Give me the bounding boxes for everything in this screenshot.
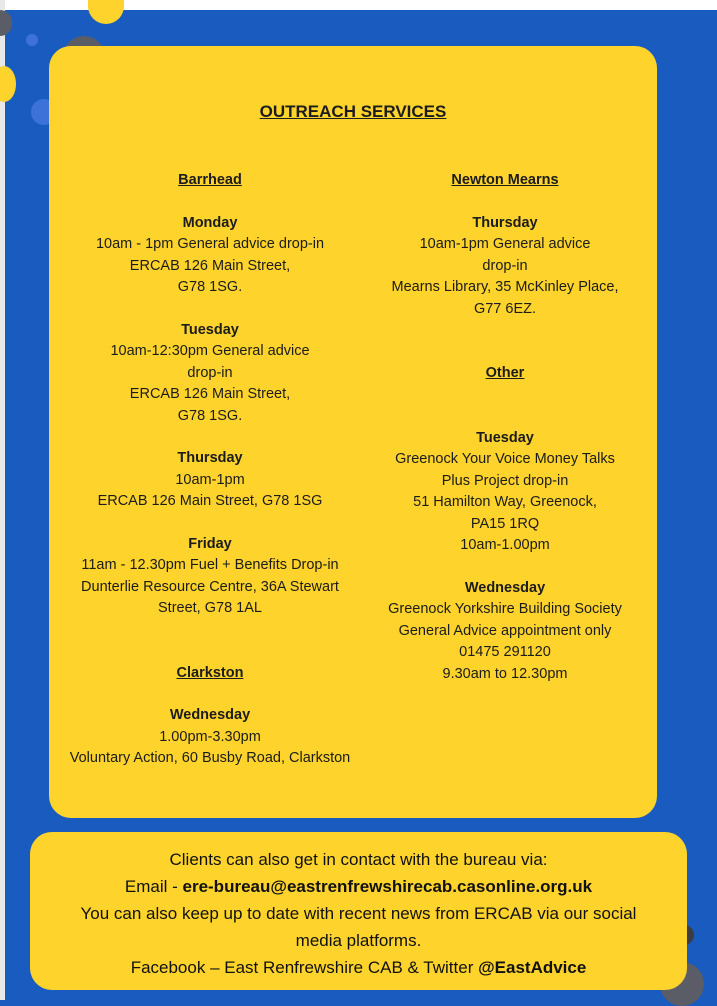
- newton-mearns-thursday-line: drop-in: [482, 257, 528, 274]
- other-tuesday-line: 51 Hamilton Way, Greenock,: [413, 494, 597, 510]
- newton-mearns-thursday-line: G77 6EZ.: [473, 300, 537, 317]
- barrhead-tuesday-line: G78 1SG.: [177, 407, 243, 424]
- location-heading-barrhead: Barrhead: [178, 172, 242, 188]
- newton-mearns-thursday-line: 10am-1pm General advice: [419, 236, 591, 252]
- other-tuesday-line: Greenock Your Voice Money Talks: [395, 451, 615, 467]
- outreach-services-card: [49, 46, 657, 818]
- barrhead-monday-line: G78 1SG.: [177, 279, 243, 295]
- contact-info: [30, 846, 687, 981]
- other-tuesday-line: PA15 1RQ: [470, 515, 540, 532]
- newton-mearns-thursday-line: Mearns Library, 35 McKinley Place,: [391, 279, 619, 295]
- barrhead-tuesday-line: ERCAB 126 Main Street,: [129, 386, 291, 402]
- clarkston-wednesday-line: Voluntary Action, 60 Busby Road, Clarkston: [69, 750, 351, 766]
- other-tuesday-line: Plus Project drop-in: [441, 472, 569, 489]
- email-line: [30, 873, 687, 900]
- barrhead-friday-day: Friday: [188, 535, 232, 552]
- email-address-link[interactable]: ere-bureau@eastrenfrewshirecab.casonline.org.uk: [182, 877, 593, 896]
- barrhead-tuesday-day: Tuesday: [181, 321, 239, 338]
- other-wednesday-day: Wednesday: [464, 579, 546, 596]
- location-heading-clarkston: Clarkston: [176, 664, 244, 681]
- clarkston-wednesday-day: Wednesday: [169, 707, 251, 723]
- barrhead-friday-line: Street, G78 1AL: [158, 600, 262, 616]
- contact-footer-card: [30, 832, 687, 990]
- right-column: [357, 170, 653, 685]
- barrhead-tuesday-line: drop-in: [187, 364, 233, 381]
- other-tuesday-line: 10am-1.00pm: [460, 537, 550, 553]
- other-wednesday-line: 9.30am to 12.30pm: [442, 665, 568, 682]
- barrhead-tuesday-line: 10am-12:30pm General advice: [110, 343, 310, 359]
- social-intro: You can also keep up to date with recent news from ERCAB via our social: [80, 904, 637, 923]
- decorative-dot-yellow-left: [0, 66, 16, 102]
- decorative-dot-grey-left-top: [0, 10, 12, 36]
- location-heading-newton-mearns: Newton Mearns: [451, 172, 559, 188]
- newton-mearns-thursday-day: Thursday: [472, 214, 538, 231]
- decorative-dot-small-blue: [26, 34, 38, 46]
- barrhead-thursday-day: Thursday: [177, 450, 243, 466]
- location-heading-other: Other: [485, 365, 525, 381]
- barrhead-friday-line: Dunterlie Resource Centre, 36A Stewart: [81, 578, 339, 595]
- barrhead-monday-line: 10am - 1pm General advice drop-in: [95, 236, 325, 252]
- other-tuesday-day: Tuesday: [476, 429, 534, 446]
- barrhead-thursday-line: ERCAB 126 Main Street, G78 1SG: [97, 493, 323, 509]
- page-title: OUTREACH SERVICES: [259, 102, 447, 121]
- twitter-handle-link[interactable]: @EastAdvice: [478, 958, 587, 977]
- email-label: Email -: [124, 877, 183, 896]
- barrhead-thursday-line: 10am-1pm: [175, 471, 245, 488]
- clarkston-wednesday-line: 1.00pm-3.30pm: [159, 728, 261, 745]
- social-label: Facebook – East Renfrewshire CAB & Twitter: [130, 958, 479, 977]
- social-line: [30, 954, 687, 981]
- decorative-dot-yellow-top: [88, 0, 124, 24]
- contact-intro: Clients can also get in contact with the bureau via:: [169, 850, 548, 869]
- barrhead-friday-line: 11am - 12.30pm Fuel + Benefits Drop-in: [81, 557, 339, 573]
- other-wednesday-line: General Advice appointment only: [398, 622, 612, 639]
- barrhead-monday-line: ERCAB 126 Main Street,: [129, 257, 291, 274]
- other-wednesday-line: Greenock Yorkshire Building Society: [388, 601, 622, 617]
- left-column: [49, 170, 371, 770]
- left-border-strip: [0, 0, 5, 1000]
- other-wednesday-phone: 01475 291120: [459, 644, 551, 660]
- social-intro-cont: media platforms.: [295, 931, 422, 950]
- barrhead-monday-day: Monday: [182, 214, 238, 231]
